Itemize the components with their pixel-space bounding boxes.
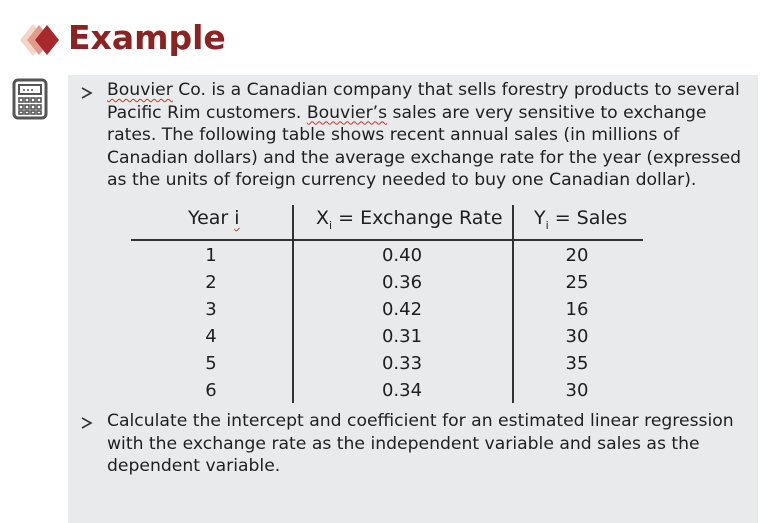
table-cell-y: 30 xyxy=(565,326,589,347)
table-cell-year: 3 xyxy=(205,299,217,320)
table-cell-x: 0.40 xyxy=(381,245,423,266)
table-cell-year: 1 xyxy=(205,245,217,266)
table-cell-year: 4 xyxy=(205,326,217,347)
calculator-icon xyxy=(12,78,48,120)
table-cell-year: 2 xyxy=(205,272,217,293)
header-exchange-rate: $X_i$ = Exchange Rate xyxy=(316,207,503,232)
table-cell-x: 0.31 xyxy=(381,326,423,347)
table-cell-x: 0.42 xyxy=(381,299,423,320)
arrow-bullet-icon xyxy=(80,86,94,100)
column-rule-2 xyxy=(512,205,514,403)
header-year: Year i xyxy=(188,207,240,229)
table-cell-x: 0.33 xyxy=(381,353,423,374)
word-bouvier: Bouvier xyxy=(107,80,173,100)
diamond-logo-icon xyxy=(2,20,64,60)
table-cell-year: 6 xyxy=(205,380,217,401)
table-cell-x: 0.36 xyxy=(381,272,423,293)
table-cell-y: 35 xyxy=(565,353,589,374)
page-title: Example xyxy=(68,18,226,57)
intro-paragraph: Bouvier Co. is a Canadian company that sells forestry products to several Pacific Rim customers. Bouvier’s sales are very sensitive to exchange rates. The following table shows recent annual sales (in millions of Canadian dollars) and the average exchange rate for the year (expressed as the units of foreign currency needed to buy one Canadian dollar). xyxy=(107,80,742,191)
table-cell-y: 30 xyxy=(565,380,589,401)
header-rule xyxy=(131,239,643,241)
table-cell-y: 20 xyxy=(565,245,589,266)
task-paragraph: Calculate the intercept and coefficient for an estimated linear regression with the exchange rate as the independent variable and sales as the dependent variable. xyxy=(107,411,734,477)
table-cell-y: 25 xyxy=(565,272,589,293)
column-rule-1 xyxy=(292,205,294,403)
table-cell-x: 0.34 xyxy=(381,380,423,401)
header-sales: $Y_i$ = Sales xyxy=(534,207,628,232)
arrow-bullet-icon xyxy=(80,416,94,430)
word-bouviers: Bouvier’s xyxy=(306,102,388,123)
table-cell-y: 16 xyxy=(565,299,589,320)
table-cell-year: 5 xyxy=(205,353,217,374)
